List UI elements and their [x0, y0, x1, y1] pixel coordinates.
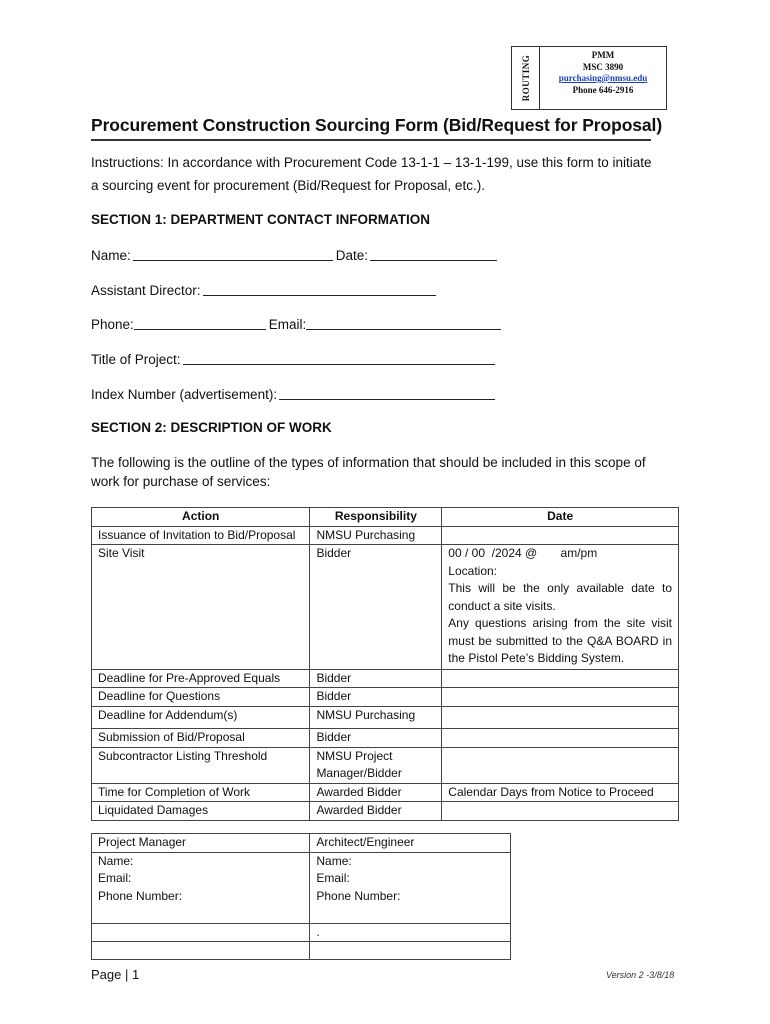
project-title-field[interactable]: [183, 350, 495, 365]
ae-email-label: Email:: [316, 871, 350, 885]
date-label: Date:: [335, 248, 369, 263]
email-field[interactable]: [306, 315, 501, 330]
action-cell: Submission of Bid/Proposal: [92, 729, 310, 748]
phone-field[interactable]: [134, 315, 266, 330]
action-cell: Liquidated Damages: [92, 802, 310, 821]
contacts-extra-cell[interactable]: .: [310, 923, 511, 942]
assistant-director-label: Assistant Director:: [91, 283, 201, 298]
site-visit-questions: Any questions arising from the site visit must be submitted to the Q&A BOARD in the Pistol Pete’s Bidding System.: [448, 616, 672, 665]
ae-phone-label: Phone Number:: [316, 888, 401, 903]
project-title-label: Title of Project:: [91, 352, 181, 367]
date-cell[interactable]: [442, 669, 679, 688]
section-2-intro-line-1: The following is the outline of the types of information that should be included in this scope of: [91, 455, 646, 470]
routing-info: [540, 50, 666, 96]
contacts-title-row: [92, 834, 511, 853]
contacts-extra-cell[interactable]: [310, 942, 511, 960]
action-cell: Subcontractor Listing Threshold: [92, 747, 310, 783]
date-field[interactable]: [370, 246, 497, 261]
architect-engineer-details[interactable]: [310, 852, 511, 923]
contacts-extra-row: [92, 942, 511, 960]
site-visit-note: This will be the only available date to conduct a site visits.: [448, 581, 672, 613]
responsibility-cell: Bidder: [310, 545, 442, 670]
site-visit-location: Location:: [448, 563, 497, 578]
index-number-label: Index Number (advertisement):: [91, 387, 278, 402]
action-cell: Deadline for Addendum(s): [92, 706, 310, 729]
table-row: [92, 669, 679, 688]
responsibility-cell: Bidder: [310, 688, 442, 707]
contacts-extra-cell[interactable]: [92, 923, 310, 942]
table-row: [92, 802, 679, 821]
title-divider: [91, 139, 651, 141]
action-cell: Site Visit: [92, 545, 310, 670]
responsibility-cell: Awarded Bidder: [310, 783, 442, 802]
page-title: Procurement Construction Sourcing Form (Bid/Request for Proposal): [91, 115, 663, 135]
phone-label: Phone:: [91, 317, 134, 332]
project-manager-details[interactable]: [92, 852, 310, 923]
date-cell[interactable]: [442, 706, 679, 729]
routing-line-msc: MSC 3890: [582, 61, 624, 72]
responsibility-cell: Awarded Bidder: [310, 802, 442, 821]
purchasing-email-link[interactable]: purchasing@nmsu.edu: [558, 73, 648, 83]
ae-name-label: Name:: [316, 853, 352, 868]
section-2-intro-line-2: work for purchase of services:: [91, 474, 271, 489]
architect-engineer-title: Architect/Engineer: [310, 834, 511, 853]
index-number-row: [91, 385, 498, 402]
routing-box: [511, 46, 667, 110]
table-row: [92, 526, 679, 545]
routing-line-pmm: PMM: [591, 50, 615, 60]
routing-phone: Phone 646-2916: [572, 84, 634, 95]
routing-label: ROUTING: [520, 54, 531, 102]
section-2-heading: SECTION 2: DESCRIPTION OF WORK: [91, 420, 332, 435]
section-1-heading: SECTION 1: DEPARTMENT CONTACT INFORMATION: [91, 212, 430, 227]
column-header-responsibility: Responsibility: [310, 508, 442, 527]
assistant-director-row: [91, 281, 439, 298]
table-row: [92, 706, 679, 729]
contacts-extra-cell[interactable]: [92, 942, 310, 960]
name-field[interactable]: [133, 246, 333, 261]
table-row-site-visit: [92, 545, 679, 670]
responsibility-line-2: Manager/Bidder: [316, 766, 402, 780]
page-number: Page | 1: [91, 967, 140, 982]
pm-name-label: Name:: [98, 853, 134, 868]
version-label: Version 2 -3/8/18: [606, 970, 675, 980]
responsibility-cell: NMSU Purchasing: [310, 706, 442, 729]
date-cell[interactable]: [442, 802, 679, 821]
site-visit-date-cell[interactable]: [442, 545, 679, 670]
phone-email-row: [91, 315, 504, 332]
action-cell: Time for Completion of Work: [92, 783, 310, 802]
responsibility-cell: Bidder: [310, 669, 442, 688]
contacts-details-row: [92, 852, 511, 923]
date-cell[interactable]: [442, 747, 679, 783]
date-cell[interactable]: [442, 729, 679, 748]
routing-side: [512, 47, 540, 109]
table-header-row: [92, 508, 679, 527]
responsibility-cell: NMSU Purchasing: [310, 526, 442, 545]
project-title-row: [91, 350, 498, 367]
pm-phone-label: Phone Number:: [98, 888, 183, 903]
name-date-row: [91, 246, 500, 263]
table-row: [92, 783, 679, 802]
contacts-extra-row: [92, 923, 511, 942]
date-cell[interactable]: [442, 688, 679, 707]
pm-email-label: Email:: [98, 871, 132, 885]
action-cell: Deadline for Questions: [92, 688, 310, 707]
column-header-date: Date: [442, 508, 679, 527]
completion-date-cell[interactable]: Calendar Days from Notice to Proceed: [442, 783, 679, 802]
contacts-table: [91, 833, 511, 960]
site-visit-datetime: 00 / 00 /2024 @ am/pm: [448, 546, 598, 560]
date-cell[interactable]: [442, 526, 679, 545]
instructions-line-2: a sourcing event for procurement (Bid/Request for Proposal, etc.).: [91, 178, 485, 193]
schedule-table: [91, 507, 679, 821]
project-manager-title: Project Manager: [92, 834, 310, 853]
email-label: Email:: [268, 317, 307, 332]
index-number-field[interactable]: [279, 385, 495, 400]
responsibility-line-1: NMSU Project: [316, 748, 393, 763]
column-header-action: Action: [92, 508, 310, 527]
responsibility-cell: [310, 747, 442, 783]
table-row: [92, 688, 679, 707]
action-cell: Issuance of Invitation to Bid/Proposal: [92, 526, 310, 545]
responsibility-cell: Bidder: [310, 729, 442, 748]
table-row: [92, 747, 679, 783]
instructions-line-1: Instructions: In accordance with Procurement Code 13-1-1 – 13-1-199, use this form to initiate: [91, 155, 652, 170]
action-cell: Deadline for Pre-Approved Equals: [92, 669, 310, 688]
assistant-director-field[interactable]: [203, 281, 436, 296]
table-row: [92, 729, 679, 748]
name-label: Name:: [91, 248, 131, 263]
